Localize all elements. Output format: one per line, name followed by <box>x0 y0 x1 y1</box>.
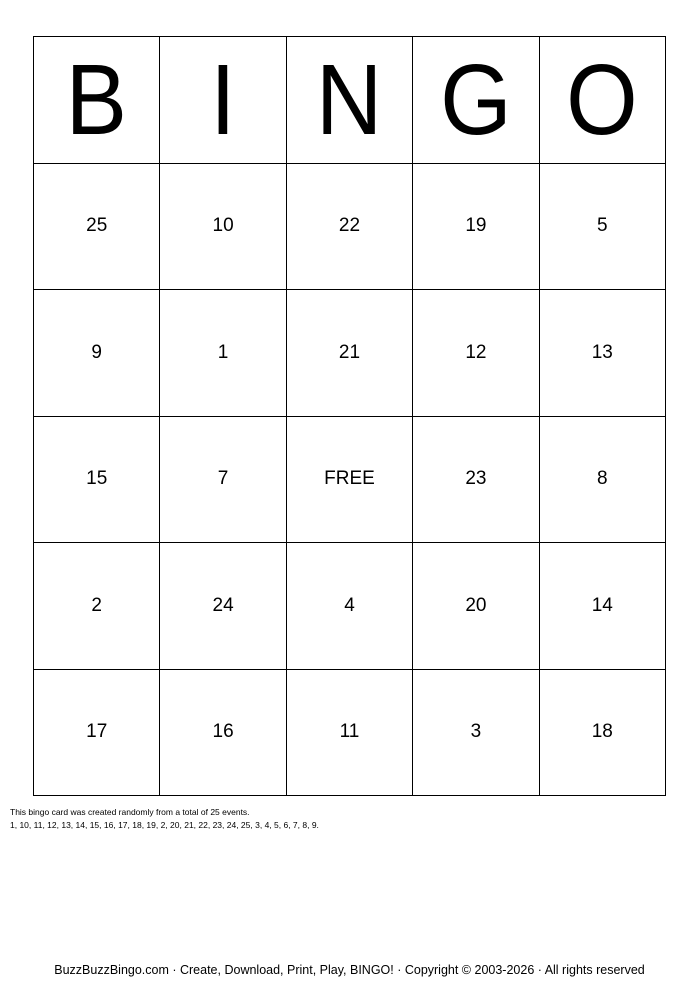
bingo-cell: 9 <box>34 290 160 417</box>
bingo-card <box>33 36 666 796</box>
bingo-cell: 12 <box>413 290 539 417</box>
bingo-cell: 13 <box>540 290 666 417</box>
bingo-cell: 15 <box>34 417 160 544</box>
bingo-cell: 22 <box>287 164 413 291</box>
bingo-cell: 18 <box>540 670 666 797</box>
free-space-cell: FREE <box>287 417 413 544</box>
bingo-cell: 7 <box>160 417 286 544</box>
bingo-cell: 25 <box>34 164 160 291</box>
header-letter-i: I <box>160 37 286 164</box>
events-list: 1, 10, 11, 12, 13, 14, 15, 16, 17, 18, 19, 2, 20, 21, 22, 23, 24, 25, 3, 4, 5, 6, 7, 8, 9. <box>10 820 319 830</box>
header-letter-b: B <box>34 37 160 164</box>
bingo-cell: 5 <box>540 164 666 291</box>
bingo-cell: 20 <box>413 543 539 670</box>
bingo-cell: 1 <box>160 290 286 417</box>
bingo-cell: 24 <box>160 543 286 670</box>
bingo-cell: 21 <box>287 290 413 417</box>
bingo-cell: 8 <box>540 417 666 544</box>
bingo-cell: 10 <box>160 164 286 291</box>
bingo-cell: 2 <box>34 543 160 670</box>
bingo-cell: 4 <box>287 543 413 670</box>
header-letter-g: G <box>413 37 539 164</box>
bingo-cell: 16 <box>160 670 286 797</box>
header-letter-o: O <box>540 37 666 164</box>
bingo-cell: 11 <box>287 670 413 797</box>
bingo-cell: 23 <box>413 417 539 544</box>
footer-text: BuzzBuzzBingo.com · Create, Download, Print, Play, BINGO! · Copyright © 2003-2026 · All rights reserved <box>54 963 645 977</box>
bingo-cell: 3 <box>413 670 539 797</box>
bingo-cell: 19 <box>413 164 539 291</box>
bingo-cell: 17 <box>34 670 160 797</box>
bingo-cell: 14 <box>540 543 666 670</box>
header-letter-n: N <box>287 37 413 164</box>
card-note: This bingo card was created randomly from a total of 25 events. <box>10 807 250 817</box>
